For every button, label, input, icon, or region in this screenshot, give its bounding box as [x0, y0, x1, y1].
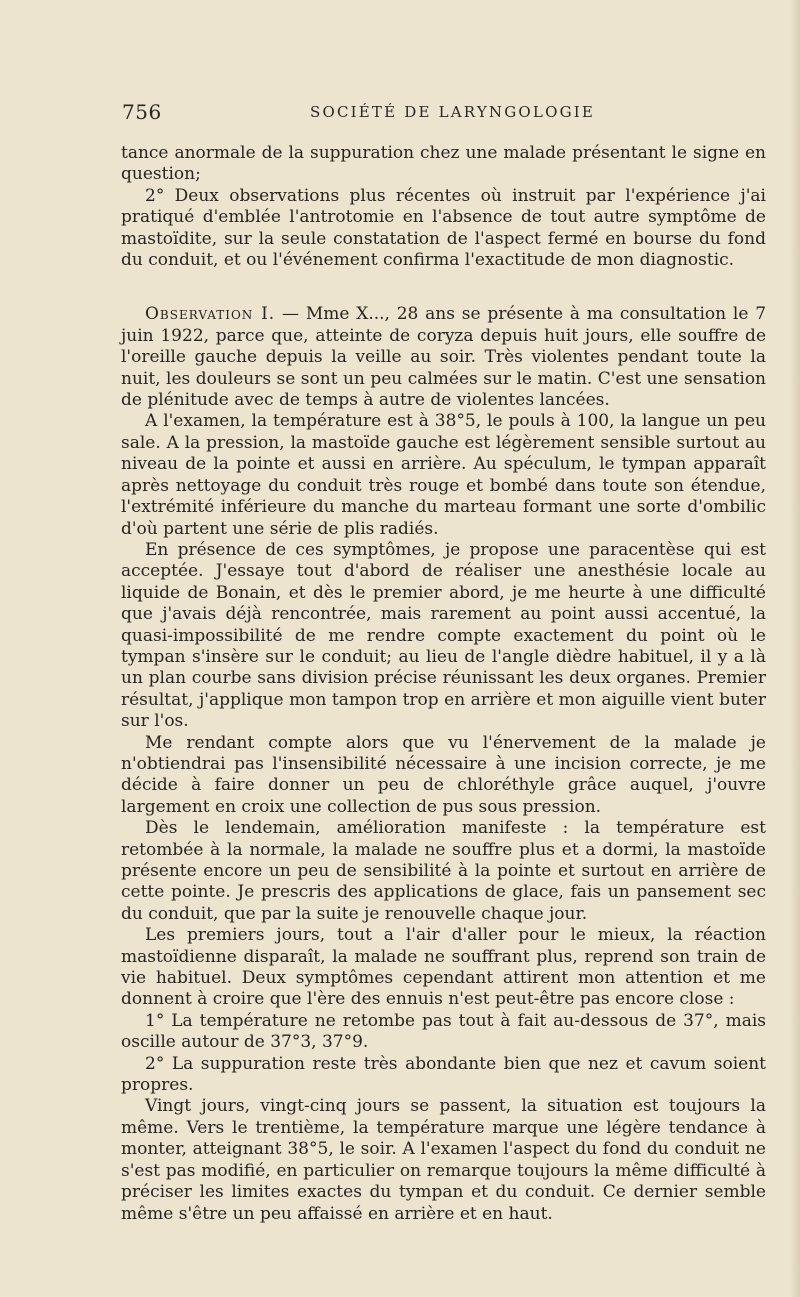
paragraph-2: 2° Deux observations plus récentes où instruit par l'expérience j'ai pratiqué d'emblée l'antrotomie en l'absence de tout autre symptôme de mastoïdite, sur la seule constatation de l'aspect fermé en bourse du fond du conduit, et ou l'événement confirma l'exactitude de mon diagnostic.: [121, 185, 766, 271]
observation-label: Observation I.: [145, 304, 276, 325]
page-header: [122, 100, 752, 128]
body-text: [121, 143, 766, 1225]
paragraph-6: Me rendant compte alors que vu l'énervement de la malade je n'obtiendrai pas l'insensibilité nécessaire à une incision correcte, je me décide à faire donner un peu de chloréthyle grâce auquel, j'ouvre largement en croix une collection de pus sous pression.: [121, 732, 766, 817]
paragraph-8: Les premiers jours, tout a l'air d'aller pour le mieux, la réaction mastoïdienne disparaît, la malade ne souffrant plus, reprend son train de vie habituel. Deux symptômes cependant attirent mon attention et me donnent à croire que l'ère des ennuis n'est peut-être pas encore close :: [121, 925, 766, 1010]
running-title: SOCIÉTÉ DE LARYNGOLOGIE: [310, 103, 596, 121]
paragraph-1: tance anormale de la suppuration chez une malade présentant le signe en question;: [121, 143, 766, 185]
page-edge-shadow: [790, 0, 800, 1297]
observation-text: — Mme X..., 28 ans se présente à ma consultation le 7 juin 1922, parce que, atteinte de coryza depuis huit jours, elle souffre de l'oreille gauche depuis la veille au soir. Très violentes pendant toute la nuit, les douleurs se sont un peu calmées sur le matin. C'est une sensation de plénitude avec de temps à autre de violentes lancées.: [121, 304, 767, 411]
section-gap: [121, 271, 766, 304]
page-number: 756: [122, 100, 162, 124]
paragraph-11: Vingt jours, vingt-cinq jours se passent, la situation est toujours la même. Vers le trentième, la température marque une légère tendance à monter, atteignant 38°5, le soir. A l'examen l'aspect du fond du conduit ne s'est pas modifié, en particulier on remarque toujours la même difficulté à préciser les limites exactes du tympan et du conduit. Ce dernier semble même s'être un peu affaissé en arrière et en haut.: [121, 1096, 766, 1224]
paragraph-10: 2° La suppuration reste très abondante bien que nez et cavum soient propres.: [121, 1053, 766, 1096]
paragraph-9: 1° La température ne retombe pas tout à fait au-dessous de 37°, mais oscille autour de 37°3, 37°9.: [121, 1010, 766, 1053]
paragraph-observation: [121, 304, 766, 411]
paragraph-4: A l'examen, la température est à 38°5, le pouls à 100, la langue un peu sale. A la pression, la mastoïde gauche est légèrement sensible surtout au niveau de la pointe et aussi en arrière. Au spéculum, le tympan apparaît après nettoyage du conduit très rouge et bombé dans toute son étendue, l'extrémité inférieure du manche du marteau formant une sorte d'ombilic d'où partent une série de plis radiés.: [121, 411, 766, 539]
paragraph-5: En présence de ces symptômes, je propose une paracentèse qui est acceptée. J'essaye tout d'abord de réaliser une anesthésie locale au liquide de Bonain, et dès le premier abord, je me heurte à une difficulté que j'avais déjà rencontrée, mais rarement au point aussi accentué, la quasi-impossibilité de me rendre compte exactement du point où le tympan s'insère sur le conduit; au lieu de l'angle dièdre habituel, il y a là un plan courbe sans division précise réunissant les deux organes. Premier résultat, j'applique mon tampon trop en arrière et mon aiguille vient buter sur l'os.: [121, 539, 766, 732]
paragraph-7: Dès le lendemain, amélioration manifeste : la température est retombée à la normale, la malade ne souffre plus et a dormi, la mastoïde présente encore un peu de sensibilité à la pointe et surtout en arrière de cette pointe. Je prescris des applications de glace, fais un pansement sec du conduit, que par la suite je renouvelle chaque jour.: [121, 818, 766, 924]
